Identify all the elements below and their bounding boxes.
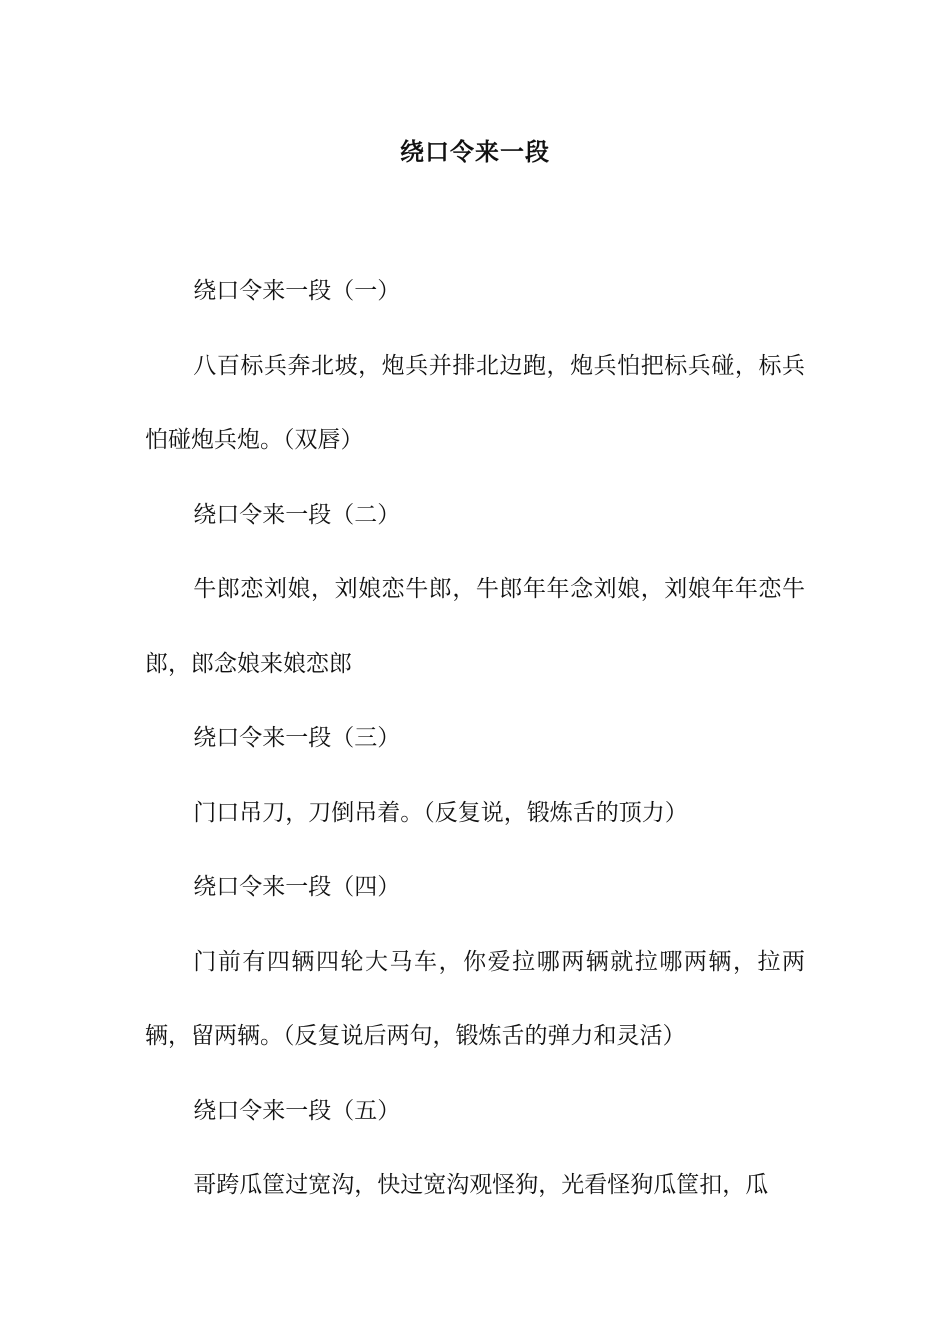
section-heading-2: 绕口令来一段（二） xyxy=(193,501,401,528)
section-heading-1: 绕口令来一段（一） xyxy=(193,278,401,304)
section-heading-3: 绕口令来一段（三） xyxy=(193,725,401,751)
paragraph-4: 门前有四辆四轮大马车，你爱拉哪两辆就拉哪两辆，拉两辆，留两辆。（反复说后两句，锻炼舌的弹力和灵活） xyxy=(145,948,805,1049)
paragraph-5: 哥跨瓜筐过宽沟，快过宽沟观怪狗，光看怪狗瓜筐扣，瓜 xyxy=(193,1172,769,1198)
paragraph-3: 门口吊刀，刀倒吊着。（反复说，锻炼舌的顶力） xyxy=(193,799,688,826)
paragraph-2: 牛郎恋刘娘，刘娘恋牛郎，牛郎年年念刘娘，刘娘年年恋牛郎，郎念娘来娘恋郎 xyxy=(145,576,805,677)
paragraph-1: 八百标兵奔北坡，炮兵并排北边跑，炮兵怕把标兵碰，标兵怕碰炮兵炮。（双唇） xyxy=(145,352,805,453)
section-heading-4: 绕口令来一段（四） xyxy=(193,874,401,900)
document-title: 绕口令来一段 xyxy=(400,137,550,166)
document-body xyxy=(145,254,805,1223)
section-heading-5: 绕口令来一段（五） xyxy=(193,1097,401,1124)
